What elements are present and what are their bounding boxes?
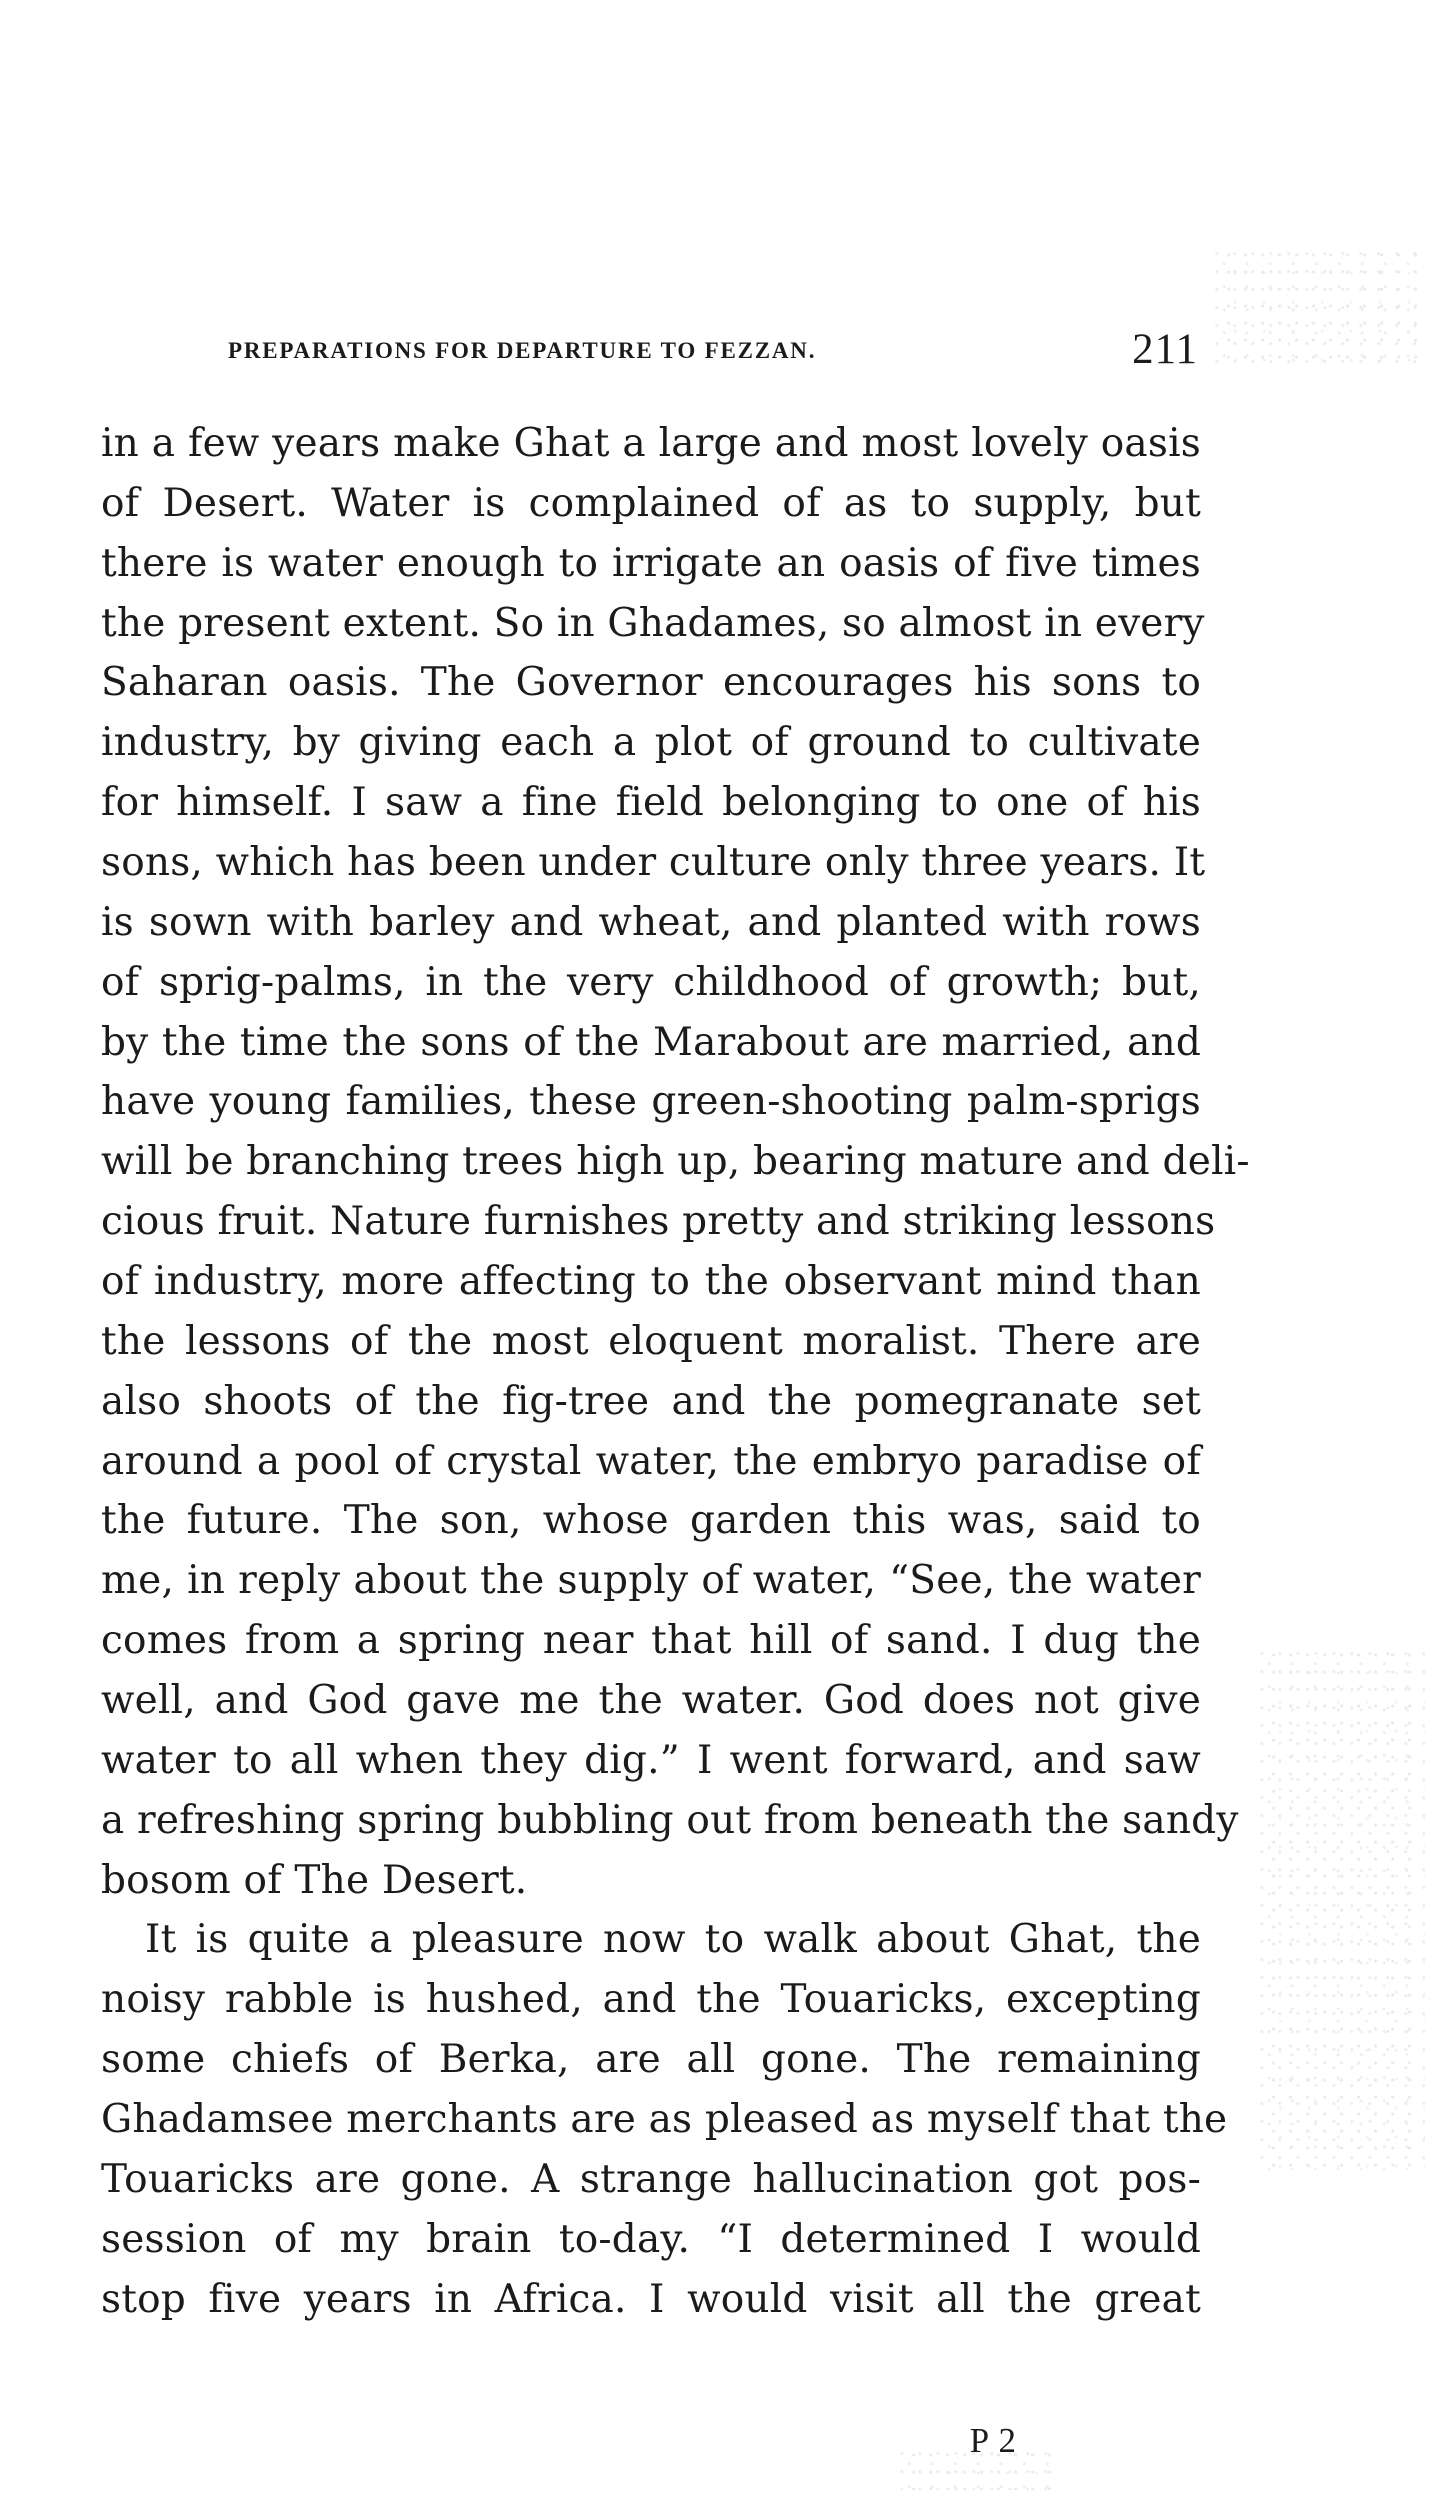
text-line: industry, by giving each a plot of ground to cultivate [101,720,1201,766]
text-line: the lessons of the most eloquent moralist. There are [101,1318,1201,1364]
text-line: will be branching trees high up, bearing mature and deli- [101,1139,1250,1185]
text-line: in a few years make Ghat a large and most lovely oasis [101,421,1201,466]
text-line: is sown with barley and wheat, and planted with rows [101,899,1201,945]
text-line: the future. The son, whose garden this was, said to [101,1498,1201,1544]
text-line: water to all when they dig.” I went forward, and saw [101,1737,1201,1783]
page-header [228,328,1198,394]
text-line: of industry, more affecting to the observant mind than [101,1259,1201,1305]
text-line: noisy rabble is hushed, and the Touaricks, excepting [101,1977,1201,2023]
text-line: stop five years in Africa. I would visit all the great [101,2276,1201,2322]
text-line: also shoots of the fig-tree and the pomegranate set [101,1378,1201,1424]
text-line: some chiefs of Berka, are all gone. The remaining [101,2037,1201,2083]
text-line: by the time the sons of the Marabout are married, and [101,1019,1201,1065]
paper-speckle-top [1215,250,1425,365]
text-line: Ghadamsee merchants are as pleased as myself that the [101,2097,1228,2143]
page-number: 211 [1132,326,1198,373]
paper-speckle-right [1260,1650,1425,2170]
text-line: for himself. I saw a fine field belonging to one of his [101,780,1201,826]
text-line: cious fruit. Nature furnishes pretty and striking lessons [101,1199,1216,1245]
text-line-paragraph-start: It is quite a pleasure now to walk about Ghat, the [145,1917,1201,1963]
text-line: have young families, these green-shooting palm-sprigs [101,1079,1201,1125]
text-line: Touaricks are gone. A strange hallucination got pos- [101,2156,1201,2202]
running-head: PREPARATIONS FOR DEPARTURE TO FEZZAN. [228,338,817,363]
text-line: there is water enough to irrigate an oasis of five times [101,540,1201,586]
text-line: of sprig-palms, in the very childhood of growth; but, [101,959,1201,1005]
text-line: around a pool of crystal water, the embryo paradise of [101,1438,1201,1484]
text-line-paragraph-end: bosom of The Desert. [101,1857,528,1903]
text-line: Saharan oasis. The Governor encourages his sons to [101,660,1201,706]
text-line: well, and God gave me the water. God does not give [101,1678,1201,1724]
text-line: of Desert. Water is complained of as to supply, but [101,480,1201,526]
text-line: the present extent. So in Ghadames, so almost in every [101,600,1205,646]
text-line: a refreshing spring bubbling out from beneath the sandy [101,1797,1239,1843]
text-line: sons, which has been under culture only three years. It [101,840,1206,886]
text-line: me, in reply about the supply of water, “See, the water [101,1558,1201,1604]
text-line: session of my brain to-day. “I determined I would [101,2216,1201,2262]
signature-mark: P 2 [969,2421,1017,2460]
text-line: comes from a spring near that hill of sand. I dug the [101,1618,1201,1664]
body-text [101,414,1250,2330]
